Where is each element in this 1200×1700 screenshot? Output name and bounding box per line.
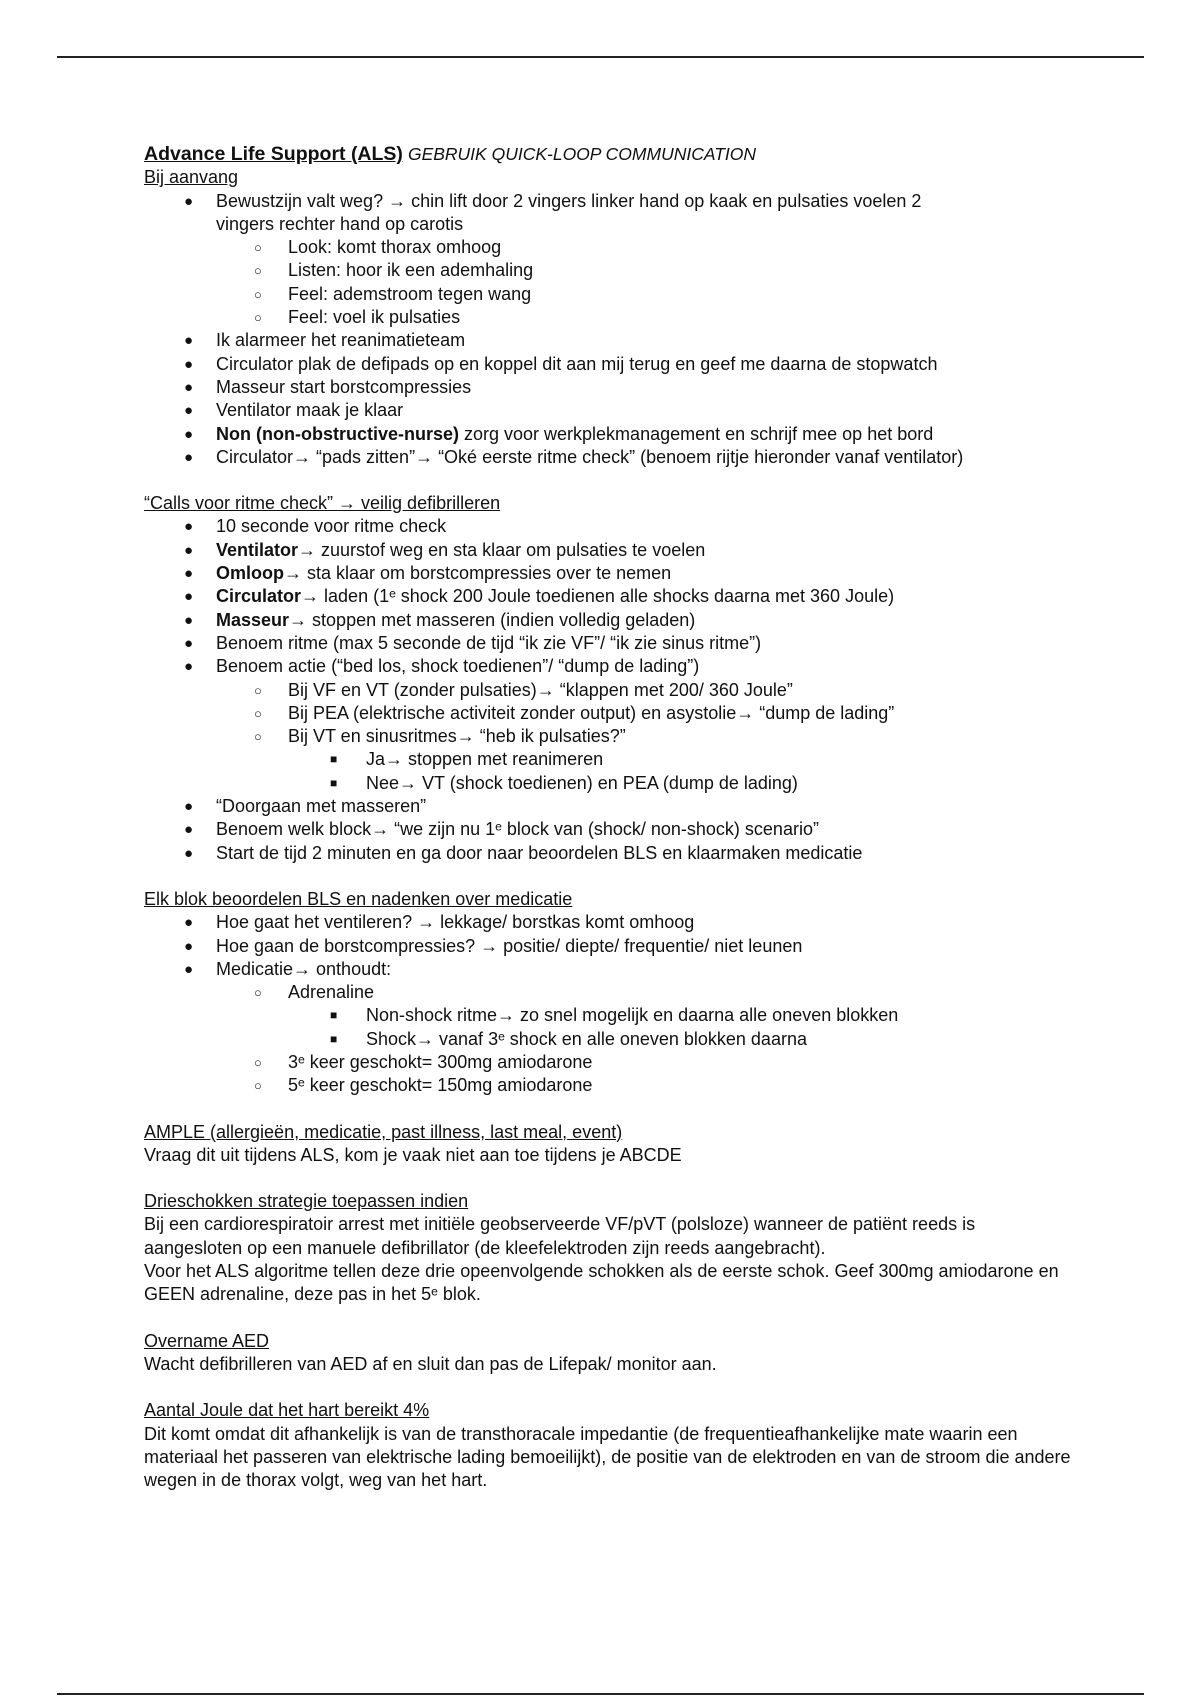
- bullet-icon: ●: [184, 192, 194, 210]
- bullet-icon: ●: [184, 914, 194, 932]
- section-calls-ritme-check: [144, 492, 1074, 865]
- circle-bullet-icon: ○: [254, 985, 262, 1001]
- square-bullet-icon: ■: [330, 1031, 338, 1046]
- list-item: ● Medicatie→ onthoudt:: [144, 958, 1074, 981]
- list-item: ● Benoem welk block→ “we zijn nu 1ᵉ block van (shock/ non-shock) scenario”: [144, 818, 1074, 841]
- section-elk-blok: [144, 888, 1074, 1098]
- paragraph-text: Bij een cardiorespiratoir arrest met initiële geobserveerde VF/pVT (polsloze) wanneer de patiënt reeds is aangesloten op een manuele defibrillator (de kleefelektroden zijn reeds aangebracht).: [144, 1214, 976, 1258]
- list-item: ○ Listen: hoor ik een ademhaling: [144, 259, 1074, 282]
- circle-bullet-icon: ○: [254, 263, 262, 279]
- section-heading: AMPLE (allergieën, medicatie, past illness, last meal, event): [144, 1121, 623, 1142]
- square-bullet-icon: ■: [330, 775, 338, 790]
- bullet-icon: ●: [184, 332, 194, 350]
- list-item: ■ Non-shock ritme→ zo snel mogelijk en daarna alle oneven blokken: [144, 1004, 1074, 1027]
- circle-bullet-icon: ○: [254, 682, 262, 698]
- section-drieschokken: [144, 1190, 1074, 1306]
- list-item: ● Hoe gaat het ventileren? → lekkage/ borstkas komt omhoog: [144, 911, 1074, 934]
- list-item: ■ Ja→ stoppen met reanimeren: [144, 748, 1074, 771]
- bottom-rule: [57, 1693, 1144, 1695]
- section-heading: Elk blok beoordelen BLS en nadenken over medicatie: [144, 888, 573, 909]
- paragraph-text: Vraag dit uit tijdens ALS, kom je vaak niet aan toe tijdens je ABCDE: [144, 1144, 682, 1165]
- circle-bullet-icon: ○: [254, 1078, 262, 1094]
- list-item: ● Benoem actie (“bed los, shock toedienen”/ “dump de lading”): [144, 655, 1074, 678]
- list-item: ● Masseur start borstcompressies: [144, 376, 1074, 399]
- document-body: [144, 143, 1074, 1492]
- bullet-icon: ●: [184, 960, 194, 978]
- section-overname-aed: [144, 1330, 1074, 1377]
- bullet-icon: ●: [184, 541, 194, 559]
- list-item: ○ Feel: voel ik pulsaties: [144, 306, 1074, 329]
- list-item: ● Circulator plak de defipads op en koppel dit aan mij terug en geef me daarna de stopwatch: [144, 353, 1074, 376]
- list-item: ● Masseur→ stoppen met masseren (indien volledig geladen): [144, 609, 1074, 632]
- bullet-icon: ●: [184, 844, 194, 862]
- top-rule: [57, 56, 1144, 58]
- circle-bullet-icon: ○: [254, 729, 262, 745]
- circle-bullet-icon: ○: [254, 705, 262, 721]
- list-item: ● Benoem ritme (max 5 seconde de tijd “ik zie VF”/ “ik zie sinus ritme”): [144, 632, 1074, 655]
- list-item: ● Ventilator→ zuurstof weg en sta klaar om pulsaties te voelen: [144, 539, 1074, 562]
- bullet-icon: ●: [184, 448, 194, 466]
- bullet-icon: ●: [184, 518, 194, 536]
- document-title: Advance Life Support (ALS): [144, 143, 403, 165]
- list-item: ● “Doorgaan met masseren”: [144, 795, 1074, 818]
- list-item: ● Ik alarmeer het reanimatieteam: [144, 329, 1074, 352]
- list-item: ● Non (non-obstructive-nurse) zorg voor werkplekmanagement en schrijf mee op het bord: [144, 423, 1074, 446]
- list-item: ○ Feel: ademstroom tegen wang: [144, 283, 1074, 306]
- list-item: ■ Nee→ VT (shock toedienen) en PEA (dump de lading): [144, 772, 1074, 795]
- list-item: ● 10 seconde voor ritme check: [144, 515, 1074, 538]
- list-item: ○ Adrenaline: [144, 981, 1074, 1004]
- section-heading: Aantal Joule dat het hart bereikt 4%: [144, 1400, 430, 1421]
- list-item-continuation: vingers rechter hand op carotis: [216, 213, 464, 234]
- section-bij-aanvang: [144, 166, 1074, 469]
- bullet-icon: ●: [184, 402, 194, 420]
- document-title-line: [144, 143, 1074, 166]
- square-bullet-icon: ■: [330, 1008, 338, 1023]
- circle-bullet-icon: ○: [254, 240, 262, 256]
- list-item: ● Omloop→ sta klaar om borstcompressies over te nemen: [144, 562, 1074, 585]
- section-heading: Overname AED: [144, 1330, 270, 1351]
- list-item: ○ Bij VF en VT (zonder pulsaties)→ “klappen met 200/ 360 Joule”: [144, 679, 1074, 702]
- list-item: ● Circulator→ laden (1ᵉ shock 200 Joule toedienen alle shocks daarna met 360 Joule): [144, 585, 1074, 608]
- bullet-icon: ●: [184, 634, 194, 652]
- list-item: ● Bewustzijn valt weg? → chin lift door 2 vingers linker hand op kaak en pulsaties voelen 2: [144, 190, 1074, 213]
- list-item: ○ Bij VT en sinusritmes→ “heb ik pulsaties?”: [144, 725, 1074, 748]
- list-item: ○ Look: komt thorax omhoog: [144, 236, 1074, 259]
- bullet-icon: ●: [184, 798, 194, 816]
- section-heading: Drieschokken strategie toepassen indien: [144, 1191, 469, 1212]
- section-heading: Bij aanvang: [144, 167, 239, 188]
- list-item: ○ 3ᵉ keer geschokt= 300mg amiodarone: [144, 1051, 1074, 1074]
- bullet-icon: ●: [184, 588, 194, 606]
- section-heading: “Calls voor ritme check” → veilig defibrilleren: [144, 493, 501, 514]
- paragraph-text: Dit komt omdat dit afhankelijk is van de transthoracale impedantie (de frequentieafhankelijke mate waarin een materiaal het passeren van elektrische lading bemoeilijkt), de positie van de elektroden en van de stroom die andere wegen in de thorax volgt, weg van het hart.: [144, 1423, 1071, 1491]
- paragraph-text: Wacht defibrilleren van AED af en sluit dan pas de Lifepak/ monitor aan.: [144, 1353, 717, 1374]
- bullet-icon: ●: [184, 937, 194, 955]
- square-bullet-icon: ■: [330, 752, 338, 767]
- list-item: ● Circulator→ “pads zitten”→ “Oké eerste ritme check” (benoem rijtje hieronder vanaf ventilator): [144, 446, 1074, 469]
- bullet-icon: ●: [184, 378, 194, 396]
- circle-bullet-icon: ○: [254, 310, 262, 326]
- document-subtitle: GEBRUIK QUICK-LOOP COMMUNICATION: [407, 144, 757, 164]
- bullet-icon: ●: [184, 355, 194, 373]
- bullet-icon: ●: [184, 658, 194, 676]
- list-item: ○ 5ᵉ keer geschokt= 150mg amiodarone: [144, 1074, 1074, 1097]
- section-ample: [144, 1121, 1074, 1168]
- bullet-icon: ●: [184, 425, 194, 443]
- bullet-icon: ●: [184, 565, 194, 583]
- list-item: ● Ventilator maak je klaar: [144, 399, 1074, 422]
- circle-bullet-icon: ○: [254, 1054, 262, 1070]
- section-aantal-joule: [144, 1399, 1074, 1492]
- list-item: ○ Bij PEA (elektrische activiteit zonder output) en asystolie→ “dump de lading”: [144, 702, 1074, 725]
- list-item: ■ Shock→ vanaf 3ᵉ shock en alle oneven blokken daarna: [144, 1028, 1074, 1051]
- list-item: ● Hoe gaan de borstcompressies? → positie/ diepte/ frequentie/ niet leunen: [144, 935, 1074, 958]
- circle-bullet-icon: ○: [254, 286, 262, 302]
- paragraph-text: Voor het ALS algoritme tellen deze drie opeenvolgende schokken als de eerste schok. Geef 300mg amiodarone en GEEN adrenaline, deze pas in het 5ᵉ blok.: [144, 1261, 1059, 1305]
- bullet-icon: ●: [184, 611, 194, 629]
- list-item: ● Start de tijd 2 minuten en ga door naar beoordelen BLS en klaarmaken medicatie: [144, 842, 1074, 865]
- bullet-icon: ●: [184, 821, 194, 839]
